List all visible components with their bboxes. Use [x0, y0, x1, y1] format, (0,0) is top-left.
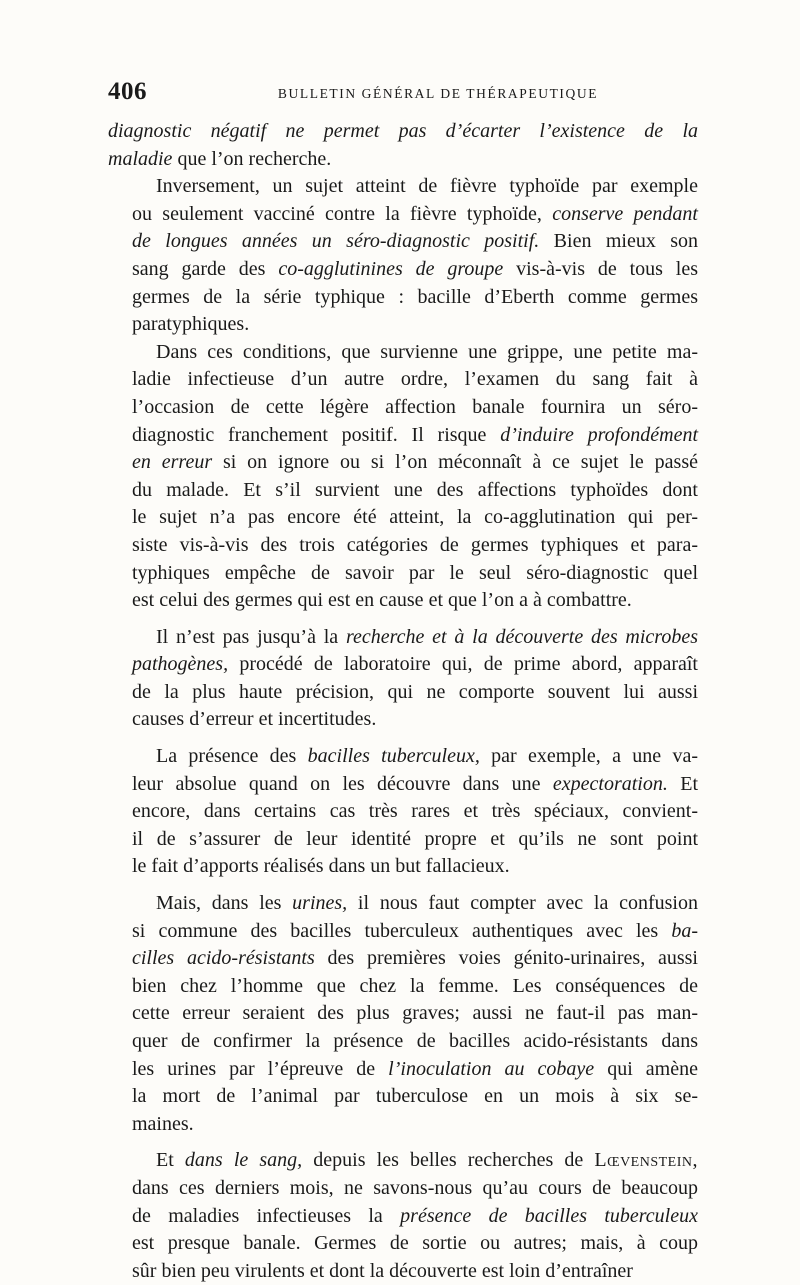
text-run: diagnostic franchement positif. Il risque	[132, 423, 501, 446]
italic-text: ba-	[671, 919, 698, 942]
italic-text: expectoration.	[552, 772, 668, 795]
text-run: causes d’erreur et incertitudes.	[132, 708, 377, 731]
text-line	[108, 798, 698, 826]
text-run: que l’on recherche.	[172, 147, 332, 170]
text-line	[108, 1028, 698, 1056]
text-run: ladie infectieuse d’un autre ordre, l’examen du sang fait à	[132, 368, 698, 391]
text-line	[108, 1111, 698, 1139]
text-run: La présence des	[156, 745, 308, 768]
text-run: Il n’est pas jusqu’à la	[156, 625, 346, 648]
author-name: Lœvenstein,	[594, 1149, 699, 1172]
text-line	[108, 1147, 698, 1175]
text-line	[108, 173, 698, 201]
text-run: encore, dans certains cas très rares et très spéciaux, convient-	[132, 800, 698, 823]
text-run: Dans ces conditions, que survienne une grippe, une petite ma-	[156, 340, 698, 363]
paragraph	[108, 1147, 698, 1285]
text-line	[108, 973, 698, 1001]
text-line	[108, 477, 698, 505]
text-line	[108, 560, 698, 588]
article-body	[108, 118, 698, 1285]
text-run: germes de la série typhique : bacille d’Eberth comme germes	[132, 285, 698, 308]
text-line	[108, 853, 698, 881]
text-run: le fait d’apports réalisés dans un but fallacieux.	[132, 855, 510, 878]
italic-text: recherche et à la découverte des microbes	[345, 625, 698, 648]
text-line	[108, 394, 698, 422]
text-line	[108, 918, 698, 946]
italic-text: présence de bacilles tuberculeux	[400, 1204, 698, 1227]
text-run: typhiques empêche de savoir par le seul séro-diagnostic quel	[132, 561, 698, 584]
text-line	[108, 624, 698, 652]
italic-text: d’induire profondément	[500, 423, 698, 446]
italic-text: diagnostic négatif ne permet pas d’écarter l’existence de la	[108, 120, 698, 142]
text-run: de la plus haute précision, qui ne comporte souvent lui aussi	[132, 680, 698, 703]
text-run: par exemple, a une va-	[479, 745, 698, 768]
text-line	[108, 118, 698, 146]
text-line	[108, 366, 698, 394]
text-line	[108, 1230, 698, 1258]
paragraph	[108, 624, 698, 734]
text-line	[108, 945, 698, 973]
text-run: des premières voies génito-urinaires, aussi	[314, 947, 698, 970]
text-run: les urines par l’épreuve de	[132, 1057, 389, 1080]
text-line	[108, 743, 698, 771]
text-line	[108, 1000, 698, 1028]
text-run: paratyphiques.	[132, 313, 250, 336]
text-line	[108, 679, 698, 707]
text-run: Mais, dans les	[156, 892, 293, 915]
text-run: maines.	[132, 1112, 194, 1135]
text-run: Et	[667, 772, 698, 795]
page-number: 406	[108, 78, 147, 105]
italic-text: de longues années un séro-diagnostic positif.	[132, 230, 540, 253]
text-run: est presque banale. Germes de sortie ou autres; mais, à coup	[132, 1232, 698, 1255]
text-line	[108, 771, 698, 799]
text-run: il de s’assurer de leur identité propre et qu’ils ne sont point	[132, 827, 698, 850]
text-run: est celui des germes qui est en cause et que l’on a à combattre.	[132, 589, 632, 612]
paragraph	[108, 339, 698, 615]
text-line	[108, 651, 698, 679]
text-run: l’occasion de cette légère affection banale fournira un séro-	[132, 395, 698, 418]
text-run: quer de confirmer la présence de bacilles acido-résistants dans	[132, 1030, 698, 1052]
text-run: procédé de laboratoire qui, de prime abord, apparaît	[228, 653, 698, 676]
text-run: dans ces derniers mois, ne savons-nous qu’au cours de beaucoup	[132, 1176, 698, 1199]
text-line	[108, 449, 698, 477]
text-run: il nous faut compter avec la confusion	[347, 892, 698, 915]
text-run: sang garde des	[132, 257, 279, 280]
paragraph	[108, 890, 698, 1138]
italic-text: urines,	[292, 892, 348, 915]
text-line	[108, 146, 698, 174]
page-header	[108, 78, 698, 112]
text-run: Inversement, un sujet atteint de fièvre typhoïde par exemple	[156, 175, 698, 198]
italic-text: en erreur	[132, 451, 213, 474]
text-line	[108, 422, 698, 450]
italic-text: cilles acido-résistants	[132, 947, 315, 970]
text-line	[108, 1258, 698, 1285]
italic-text: maladie	[108, 147, 173, 170]
text-run: de maladies infectieuses la	[132, 1204, 401, 1227]
text-line	[108, 532, 698, 560]
text-run: bien chez l’homme que chez la femme. Les conséquences de	[132, 974, 698, 997]
running-title: BULLETIN GÉNÉRAL DE THÉRAPEUTIQUE	[277, 86, 599, 101]
text-line	[108, 826, 698, 854]
text-run: sûr bien peu virulents et dont la découverte est loin d’entraîner	[132, 1259, 633, 1282]
italic-text: bacilles tuberculeux,	[307, 745, 480, 768]
text-run: ou seulement vacciné contre la fièvre typhoïde,	[132, 202, 553, 225]
text-run: Et	[156, 1149, 185, 1172]
italic-text: dans le sang,	[184, 1149, 303, 1172]
italic-text: co-agglutinines de groupe	[278, 257, 504, 280]
text-line	[108, 504, 698, 532]
paragraph	[108, 173, 698, 339]
text-line	[108, 201, 698, 229]
text-line	[108, 1056, 698, 1084]
text-line	[108, 256, 698, 284]
text-run: siste vis-à-vis des trois catégories de germes typhiques et para-	[132, 533, 698, 556]
italic-text: l’inoculation au cobaye	[388, 1057, 595, 1080]
paragraph	[108, 118, 698, 173]
text-run: du malade. Et s’il survient une des affections typhoïdes dont	[132, 478, 698, 501]
text-line	[108, 1083, 698, 1111]
text-run: si on ignore ou si l’on méconnaît à ce sujet le passé	[212, 451, 698, 474]
text-run: Bien mieux son	[539, 230, 698, 253]
text-run: si commune des bacilles tuberculeux authentiques avec les	[132, 919, 672, 942]
text-line	[108, 706, 698, 734]
text-run: la mort de l’animal par tuberculose en un mois à six se-	[132, 1085, 698, 1108]
text-line	[108, 339, 698, 367]
text-line	[108, 228, 698, 256]
text-line	[108, 284, 698, 312]
text-run: vis-à-vis de tous les	[503, 257, 698, 280]
text-run: leur absolue quand on les découvre dans une	[132, 772, 553, 795]
text-line	[108, 1203, 698, 1231]
italic-text: pathogènes,	[132, 653, 229, 676]
text-run: le sujet n’a pas encore été atteint, la co-agglutination qui per-	[132, 506, 698, 529]
text-run: cette erreur seraient des plus graves; aussi ne faut-il pas man-	[132, 1002, 698, 1025]
text-line	[108, 890, 698, 918]
text-run: qui amène	[594, 1057, 698, 1080]
italic-text: conserve pendant	[552, 202, 698, 225]
text-line	[108, 1175, 698, 1203]
text-line	[108, 587, 698, 615]
paragraph	[108, 743, 698, 881]
text-line	[108, 311, 698, 339]
text-run: depuis les belles recherches de	[302, 1149, 595, 1172]
